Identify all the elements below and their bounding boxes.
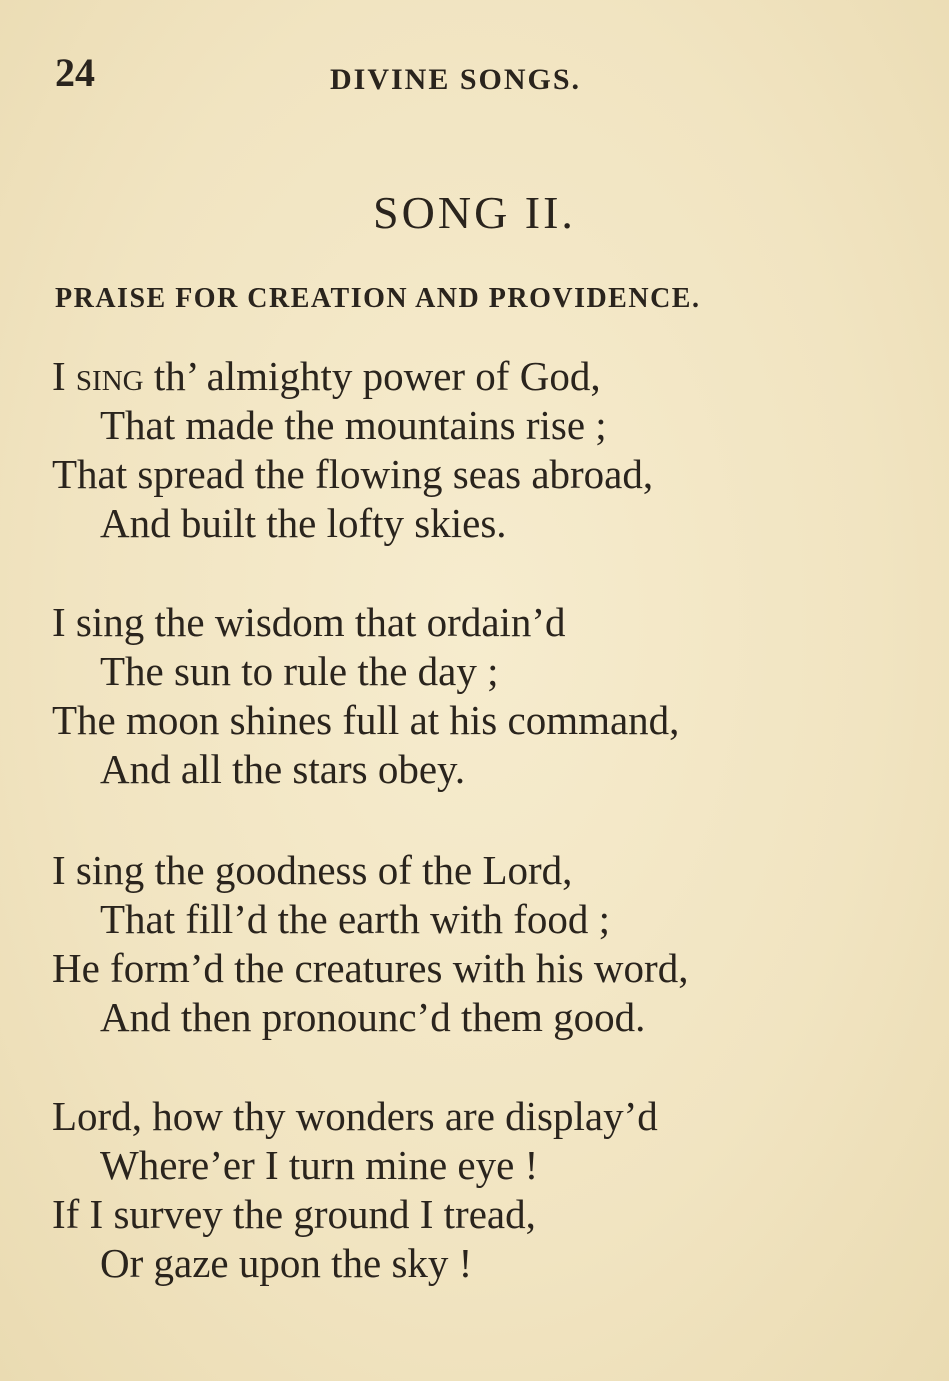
stanza-line: That spread the flowing seas abroad, xyxy=(52,451,654,497)
stanza-2 xyxy=(0,598,949,794)
song-title: SONG II. xyxy=(373,187,576,238)
song-subtitle: PRAISE FOR CREATION AND PROVIDENCE. xyxy=(55,283,701,314)
page-number: 24 xyxy=(55,50,95,95)
stanza-line: The sun to rule the day ; xyxy=(100,648,499,694)
stanza-3 xyxy=(0,846,949,1042)
stanza-4 xyxy=(0,1092,949,1288)
stanza-line: Where’er I turn mine eye ! xyxy=(100,1142,539,1188)
stanza-line: And then pronounc’d them good. xyxy=(100,994,646,1040)
stanza-line: Lord, how thy wonders are display’d xyxy=(52,1093,658,1139)
stanza-line: Or gaze upon the sky ! xyxy=(100,1240,473,1286)
stanza-line: He form’d the creatures with his word, xyxy=(52,945,689,991)
stanza-1 xyxy=(0,352,949,548)
line-smallcaps: sing xyxy=(75,353,144,399)
stanza-line: And all the stars obey. xyxy=(100,746,466,792)
stanza-line: I sing the goodness of the Lord, xyxy=(52,847,573,893)
stanza-line: The moon shines full at his command, xyxy=(52,697,680,743)
stanza-line: If I survey the ground I tread, xyxy=(52,1191,536,1237)
stanza-line: And built the lofty skies. xyxy=(100,500,507,546)
stanza-line: That made the mountains rise ; xyxy=(100,402,607,448)
stanza-line xyxy=(0,352,949,401)
line-rest: th’ almighty power of God, xyxy=(143,353,601,399)
running-head: DIVINE SONGS. xyxy=(330,63,582,96)
line-lead: I xyxy=(52,353,76,399)
stanza-line: That fill’d the earth with food ; xyxy=(100,896,611,942)
stanza-line: I sing the wisdom that ordain’d xyxy=(52,599,566,645)
